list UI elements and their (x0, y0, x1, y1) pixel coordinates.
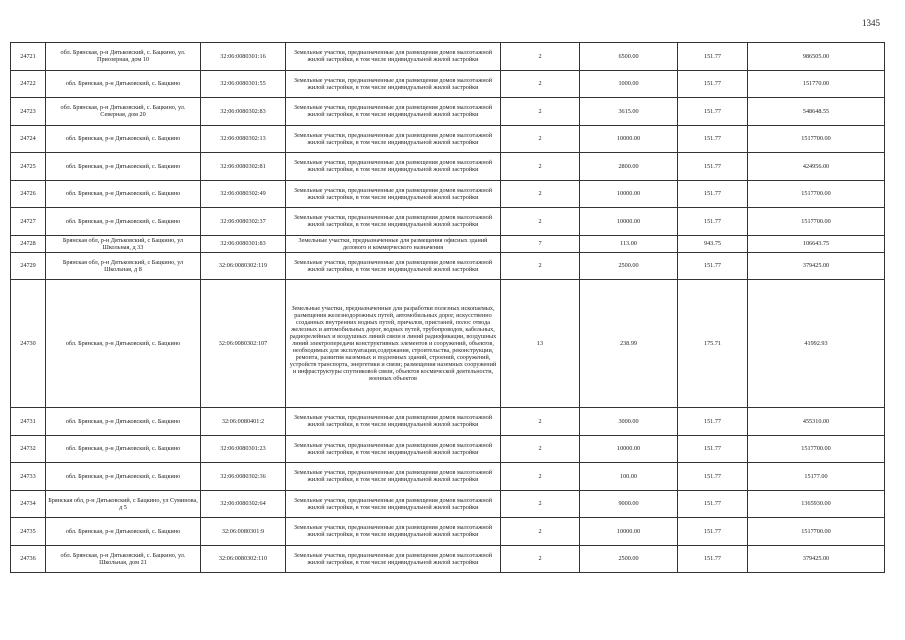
cadastral-number-cell: 32:06:0080401:2 (201, 408, 286, 436)
land-use-cell: Земельные участки, предназначенные для размещения домов малоэтажной жилой застройки, в том числе индивидуальной жилой застройки (286, 435, 501, 463)
group-cell: 2 (501, 252, 580, 280)
land-use-cell: Земельные участки, предназначенные для размещения домов малоэтажной жилой застройки, в том числе индивидуальной жилой застройки (286, 153, 501, 181)
area-cell: 3615.00 (580, 98, 678, 126)
record-number: 24731 (11, 408, 46, 436)
area-cell: 10000.00 (580, 208, 678, 236)
address-cell: обл. Брянская, р-н Дятьковский, с. Бацкино (46, 153, 201, 181)
cadastral-value-cell: 379425.00 (748, 545, 885, 573)
table-row (11, 125, 885, 153)
land-use-cell: Земельные участки, предназначенные для размещения домов малоэтажной жилой застройки, в том числе индивидуальной жилой застройки (286, 252, 501, 280)
record-number: 24723 (11, 98, 46, 126)
table-row (11, 490, 885, 518)
cadastral-number-cell: 32:06:0080302:81 (201, 153, 286, 181)
cadastral-number-cell: 32:06:0080302:110 (201, 545, 286, 573)
record-number: 24732 (11, 435, 46, 463)
group-cell: 2 (501, 43, 580, 71)
group-cell: 2 (501, 435, 580, 463)
record-number: 24725 (11, 153, 46, 181)
address-cell: Брянская обл, р-н Дятьковский, с Бацкино, ул Школьная, д 8 (46, 252, 201, 280)
area-cell: 113.00 (580, 235, 678, 252)
group-cell: 2 (501, 408, 580, 436)
table-row (11, 180, 885, 208)
table-body (11, 43, 885, 573)
cadastral-number-cell: 32:06:0080301:16 (201, 43, 286, 71)
group-cell: 2 (501, 463, 580, 491)
area-cell: 2500.00 (580, 545, 678, 573)
land-use-cell: Земельные участки, предназначенные для размещения домов малоэтажной жилой застройки, в том числе индивидуальной жилой застройки (286, 98, 501, 126)
record-number: 24727 (11, 208, 46, 236)
area-cell: 9000.00 (580, 490, 678, 518)
record-number: 24728 (11, 235, 46, 252)
rate-cell: 151.77 (678, 125, 748, 153)
area-cell: 238.99 (580, 280, 678, 408)
record-number: 24721 (11, 43, 46, 71)
rate-cell: 151.77 (678, 518, 748, 546)
table-row (11, 280, 885, 408)
rate-cell: 943.75 (678, 235, 748, 252)
table-row (11, 463, 885, 491)
cadastral-number-cell: 32:06:0080302:119 (201, 252, 286, 280)
land-use-cell: Земельные участки, предназначенные для размещения офисных зданий делового и коммерческого назначения (286, 235, 501, 252)
group-cell: 2 (501, 518, 580, 546)
rate-cell: 151.77 (678, 490, 748, 518)
address-cell: обл. Брянская, р-н Дятьковский, с. Бацкино, ул. Приозерная, дом 10 (46, 43, 201, 71)
table-row (11, 408, 885, 436)
address-cell: обл. Брянская, р-н Дятьковский, с. Бацкино (46, 435, 201, 463)
area-cell: 2800.00 (580, 153, 678, 181)
cadastral-number-cell: 32:06:0080302:36 (201, 463, 286, 491)
table-row (11, 43, 885, 71)
area-cell: 10000.00 (580, 435, 678, 463)
address-cell: Брянская обл, р-н Дятьковский, с Бацкино, ул Школьная, д 33 (46, 235, 201, 252)
rate-cell: 151.77 (678, 463, 748, 491)
rate-cell: 151.77 (678, 408, 748, 436)
cadastral-value-cell: 548648.55 (748, 98, 885, 126)
cadastral-number-cell: 32:06:0080302:37 (201, 208, 286, 236)
address-cell: обл. Брянская, р-н Дятьковский, с. Бацкино, ул. Школьная, дом 21 (46, 545, 201, 573)
cadastral-number-cell: 32:06:0080301:55 (201, 70, 286, 98)
land-use-cell: Земельные участки, предназначенные для размещения домов малоэтажной жилой застройки, в том числе индивидуальной жилой застройки (286, 408, 501, 436)
address-cell: обл. Брянская, р-н Дятьковский, с. Бацкино, ул. Северная, дом 20 (46, 98, 201, 126)
area-cell: 10000.00 (580, 180, 678, 208)
cadastral-value-cell: 455310.00 (748, 408, 885, 436)
table-row (11, 545, 885, 573)
land-use-cell: Земельные участки, предназначенные для размещения домов малоэтажной жилой застройки, в том числе индивидуальной жилой застройки (286, 180, 501, 208)
cadastral-value-cell: 1517700.00 (748, 518, 885, 546)
group-cell: 2 (501, 208, 580, 236)
area-cell: 10000.00 (580, 125, 678, 153)
group-cell: 2 (501, 180, 580, 208)
cadastral-number-cell: 32:06:0080302:49 (201, 180, 286, 208)
group-cell: 2 (501, 125, 580, 153)
rate-cell: 151.77 (678, 153, 748, 181)
land-use-cell: Земельные участки, предназначенные для размещения домов малоэтажной жилой застройки, в том числе индивидуальной жилой застройки (286, 43, 501, 71)
record-number: 24730 (11, 280, 46, 408)
land-use-cell: Земельные участки, предназначенные для размещения домов малоэтажной жилой застройки, в том числе индивидуальной жилой застройки (286, 208, 501, 236)
address-cell: обл. Брянская, р-н Дятьковский, с. Бацкино (46, 180, 201, 208)
table-row (11, 435, 885, 463)
land-use-cell: Земельные участки, предназначенные для размещения домов малоэтажной жилой застройки, в том числе индивидуальной жилой застройки (286, 545, 501, 573)
cadastral-value-cell: 151770.00 (748, 70, 885, 98)
rate-cell: 151.77 (678, 180, 748, 208)
rate-cell: 151.77 (678, 435, 748, 463)
cadastral-number-cell: 32:06:0080302:64 (201, 490, 286, 518)
cadastral-number-cell: 32:06:0080301:83 (201, 235, 286, 252)
rate-cell: 151.77 (678, 545, 748, 573)
record-number: 24735 (11, 518, 46, 546)
rate-cell: 151.77 (678, 252, 748, 280)
cadastral-number-cell: 32:06:0080302:13 (201, 125, 286, 153)
table-row (11, 153, 885, 181)
address-cell: обл. Брянская, р-н Дятьковский, с. Бацкино (46, 408, 201, 436)
table-row (11, 70, 885, 98)
address-cell: обл. Брянская, р-н Дятьковский, с. Бацкино (46, 208, 201, 236)
page-number: 1345 (862, 18, 880, 28)
address-cell: обл. Брянская, р-н Дятьковский, с. Бацкино (46, 463, 201, 491)
table-row (11, 98, 885, 126)
address-cell: обл. Брянская, р-н Дятьковский, с. Бацкино (46, 280, 201, 408)
area-cell: 6500.00 (580, 43, 678, 71)
area-cell: 3000.00 (580, 408, 678, 436)
cadastral-value-cell: 1517700.00 (748, 435, 885, 463)
record-number: 24724 (11, 125, 46, 153)
table-row (11, 235, 885, 252)
rate-cell: 151.77 (678, 43, 748, 71)
record-number: 24722 (11, 70, 46, 98)
table-row (11, 518, 885, 546)
address-cell: Брянская обл, р-н Дятьковский, с Бацкино, ул Суминова, д 5 (46, 490, 201, 518)
group-cell: 2 (501, 70, 580, 98)
cadastral-value-table (10, 42, 885, 573)
cadastral-number-cell: 32:06:0080301:9 (201, 518, 286, 546)
group-cell: 7 (501, 235, 580, 252)
cadastral-value-cell: 15177.00 (748, 463, 885, 491)
land-use-cell: Земельные участки, предназначенные для размещения домов малоэтажной жилой застройки, в том числе индивидуальной жилой застройки (286, 463, 501, 491)
table-row (11, 252, 885, 280)
land-use-cell: Земельные участки, предназначенные для размещения домов малоэтажной жилой застройки, в том числе индивидуальной жилой застройки (286, 70, 501, 98)
group-cell: 2 (501, 545, 580, 573)
cadastral-value-cell: 379425.00 (748, 252, 885, 280)
area-cell: 1000.00 (580, 70, 678, 98)
rate-cell: 151.77 (678, 208, 748, 236)
record-number: 24736 (11, 545, 46, 573)
rate-cell: 151.77 (678, 98, 748, 126)
record-number: 24726 (11, 180, 46, 208)
group-cell: 2 (501, 98, 580, 126)
table-row (11, 208, 885, 236)
record-number: 24733 (11, 463, 46, 491)
cadastral-number-cell: 32:06:0080301:23 (201, 435, 286, 463)
cadastral-value-cell: 986505.00 (748, 43, 885, 71)
area-cell: 2500.00 (580, 252, 678, 280)
group-cell: 13 (501, 280, 580, 408)
group-cell: 2 (501, 153, 580, 181)
rate-cell: 175.71 (678, 280, 748, 408)
address-cell: обл. Брянская, р-н Дятьковский, с. Бацкино (46, 70, 201, 98)
area-cell: 10000.00 (580, 518, 678, 546)
land-use-cell: Земельные участки, предназначенные для разработки полезных ископаемых, размещения железнодорожных путей, автомобильных дорог, искусственно созданных внутренних водных путей, причалов, пристаней, полос отвода железных и автомобильных дорог, водных путей, трубопроводов, кабельных, радиорелейных и воздушных линий связи и линий радиофикации, воздушных линий электропередачи конструктивных элементов и сооружений, объектов, необходимых для эксплуатации,содержания, строительства, реконструкции, ремонта, развития наземных и подземных зданий, строений, сооружений, устройств транспорта, энергетики и связи; размещения наземных сооружений и инфраструктуры спутниковой связи, объектов космической деятельности, военных объектов (286, 280, 501, 408)
cadastral-value-cell: 1517700.00 (748, 125, 885, 153)
cadastral-value-cell: 1365930.00 (748, 490, 885, 518)
cadastral-value-cell: 41992.93 (748, 280, 885, 408)
cadastral-number-cell: 32:06:0080302:107 (201, 280, 286, 408)
group-cell: 2 (501, 490, 580, 518)
land-use-cell: Земельные участки, предназначенные для размещения домов малоэтажной жилой застройки, в том числе индивидуальной жилой застройки (286, 490, 501, 518)
cadastral-value-cell: 1517700.00 (748, 180, 885, 208)
cadastral-value-cell: 424956.00 (748, 153, 885, 181)
record-number: 24734 (11, 490, 46, 518)
area-cell: 100.00 (580, 463, 678, 491)
cadastral-value-cell: 1517700.00 (748, 208, 885, 236)
record-number: 24729 (11, 252, 46, 280)
address-cell: обл. Брянская, р-н Дятьковский, с. Бацкино (46, 518, 201, 546)
cadastral-value-cell: 106643.75 (748, 235, 885, 252)
rate-cell: 151.77 (678, 70, 748, 98)
land-use-cell: Земельные участки, предназначенные для размещения домов малоэтажной жилой застройки, в том числе индивидуальной жилой застройки (286, 518, 501, 546)
address-cell: обл. Брянская, р-н Дятьковский, с. Бацкино (46, 125, 201, 153)
land-use-cell: Земельные участки, предназначенные для размещения домов малоэтажной жилой застройки, в том числе индивидуальной жилой застройки (286, 125, 501, 153)
cadastral-number-cell: 32:06:0080302:83 (201, 98, 286, 126)
